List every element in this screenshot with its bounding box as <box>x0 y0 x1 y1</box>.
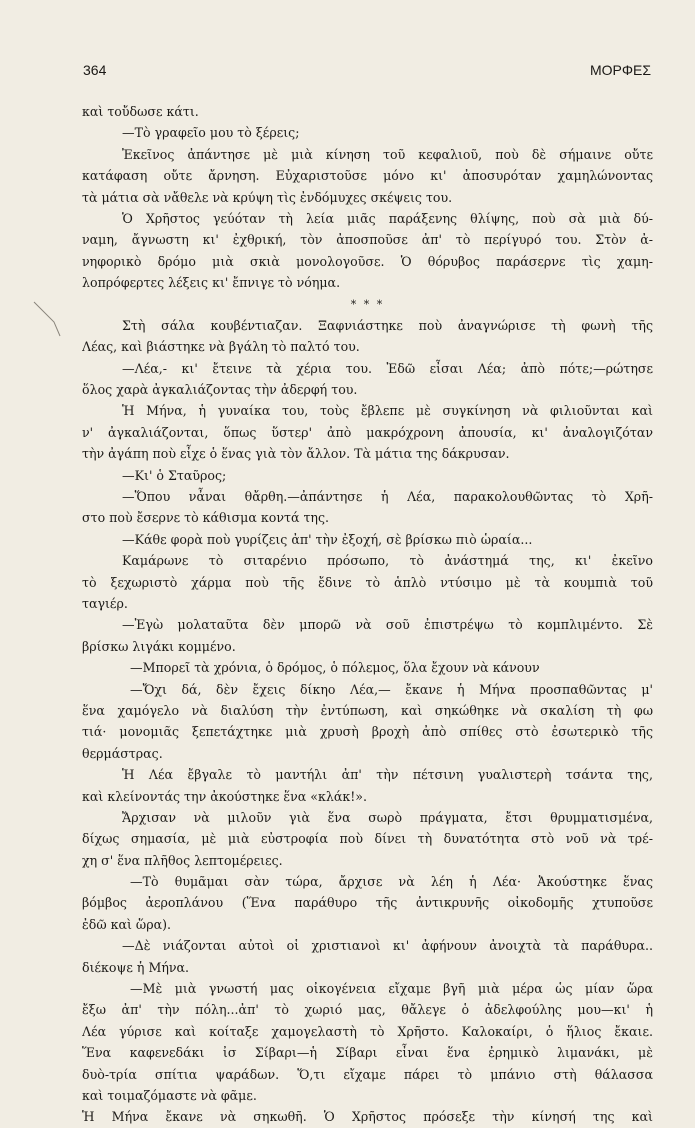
text-line: κατάφαση οὔτε ἄρνηση. Εὐχαριστοῦσε μόνο κι' ἀποσυρόταν χαμηλώνοντας <box>82 168 653 184</box>
text-line: —Ἐγὼ μολαταῦτα δὲν μπορῶ νὰ σοῦ ἐπιστρέψω τὸ κομπλιμέντο. Σὲ <box>122 617 653 633</box>
text-line: —Κάθε φορὰ ποὺ γυρίζεις ἀπ' τὴν ἐξοχή, σὲ βρίσκω πιὸ ὡραία... <box>122 531 533 547</box>
text-line: νηφορικὸ δρόμο μιὰ σκιὰ μονολογοῦσε. Ὁ θόρυβος παράσερνε τὶς χαμη- <box>82 253 653 269</box>
body-text <box>82 101 653 1128</box>
margin-pencil-mark <box>32 300 62 340</box>
text-line: ταγιέρ. <box>82 595 128 611</box>
text-line: —Ὄχι δά, δὲν ἔχεις δίκηο Λέα,— ἔκανε ἡ Μήνα προσπαθῶντας μ' <box>130 681 653 697</box>
text-line: χη σ' ἕνα πλῆθος λεπτομέρειες. <box>82 852 283 868</box>
running-title: ΜΟΡΦΕΣ <box>589 62 651 78</box>
text-line: —Λέα,- κι' ἔτεινε τὰ χέρια του. Ἐδῶ εἶσαι Λέα; ἀπὸ πότε;—ρώτησε <box>122 360 653 376</box>
text-line: ἐδῶ καὶ ὥρα). <box>82 916 172 932</box>
text-line: τὸ ξεχωριστὸ χάρμα ποὺ τῆς ἔδινε τὸ ἁπλὸ ντύσιμο μὲ τὰ κουμπιὰ τοῦ <box>82 574 653 590</box>
text-line: Λέας, καὶ βιάστηκε νὰ βγάλη τὸ παλτό του. <box>82 339 360 355</box>
text-line: Ἕνα καφενεδάκι ἰσ Σίβαρι—ἡ Σίβαρι εἶναι ἕνα ἐρημικὸ λιμανάκι, μὲ <box>82 1045 653 1061</box>
text-line: δυὸ-τρία σπίτια ψαράδων. Ὅ,τι εἴχαμε πάρει τὸ μπάνιο στὴ θάλασσα <box>82 1066 653 1082</box>
text-line: λοπρόφερτες λέξεις κι' ἔπνιγε τὸ νόημα. <box>82 275 341 291</box>
text-line: τὰ μάτια σὰ νἄθελε νὰ κρύψη τὶς ἐνδόμυχες σκέψεις του. <box>82 189 453 205</box>
text-line: —Ὅπου νἆναι θἄρθη.—ἀπάντησε ἡ Λέα, παρακολουθῶντας τὸ Χρῆ- <box>122 489 653 505</box>
text-line: —Τὸ θυμᾶμαι σὰν τώρα, ἄρχισε νὰ λέη ἡ Λέα· Ἀκούστηκε ἕνας <box>130 874 653 890</box>
text-line: —Μὲ μιὰ γνωστή μας οἰκογένεια εἴχαμε βγῆ μιὰ μέρα ὡς μίαν ὥρα <box>130 981 653 997</box>
text-line: βόμβος ἀεροπλάνου (Ἕνα παράθυρο τῆς ἀντικρυνῆς οἰκοδομῆς χτυποῦσε <box>82 895 653 911</box>
text-line: στο ποὺ ἔσερνε τὸ κάθισμα κοντά της. <box>82 510 330 526</box>
text-line: ὅλος χαρὰ ἀγκαλιάζοντας τὴν ἀδερφή του. <box>82 382 358 398</box>
text-line: —Τὸ γραφεῖο μου τὸ ξέρεις; <box>122 125 300 141</box>
text-line: —Δὲ νιάζονται αὐτοὶ οἱ χριστιανοὶ κι' ἀφήνουν ἀνοιχτὰ τὰ παράθυρα.. <box>122 938 653 954</box>
text-line: καὶ κλείνοντάς την ἀκούστηκε ἕνα «κλάκ!». <box>82 788 367 804</box>
text-line: Ἄρχισαν νὰ μιλοῦν γιὰ ἕνα σωρὸ πράγματα, ἔτσι θρυμματισμένα, <box>122 809 653 825</box>
text-line: καὶ τοὔδωσε κάτι. <box>82 104 199 119</box>
text-line: Λέα γύρισε καὶ κοίταξε χαμογελαστὴ τὸ Χρῆστο. Καλοκαίρι, ὁ ἥλιος ἔκαιε. <box>82 1023 653 1039</box>
text-line: —Κι' ὁ Σταῦρος; <box>122 467 227 483</box>
text-line: Ἐκεῖνος ἀπάντησε μὲ μιὰ κίνηση τοῦ κεφαλιοῦ, ποὺ δὲ σήμαινε οὔτε <box>122 146 653 162</box>
text-line: ν' ἀγκαλιάζονται, ὅπως ὕστερ' ἀπὸ μακρόχρονη ἀπουσία, κι' ἀναλογιζόταν <box>82 424 653 440</box>
section-separator: * * * <box>350 297 385 311</box>
text-line: Ἡ Μήνα ἔκανε νὰ σηκωθῆ. Ὁ Χρῆστος πρόσεξε τὴν κίνησή της καὶ <box>82 1109 653 1125</box>
text-line: Στὴ σάλα κουβέντιαζαν. Ξαφνιάστηκε ποὺ ἀναγνώρισε τὴ φωνὴ τῆς <box>122 317 653 333</box>
text-line: θερμάστρας. <box>82 745 163 761</box>
page-number: 364 <box>83 62 107 78</box>
text-line: ἕνα χαμόγελο νὰ διαλύση τὴν ἐντύπωση, καὶ σηκώθηκε νὰ σκαλίση τὴ φω <box>82 702 653 718</box>
text-line: ναμη, ἄγνωστη κι' ἐχθρική, τὸν ἀποσποῦσε ἀπ' τὸ περίγυρό του. Στὸν ἀ- <box>82 232 653 248</box>
text-line: Ἡ Λέα ἔβγαλε τὸ μαντήλι ἀπ' τὴν πέτσινη γυαλιστερὴ τσάντα της, <box>122 767 653 783</box>
text-line: καὶ τοιμαζόμαστε νὰ φᾶμε. <box>82 1087 257 1103</box>
text-line: τὴν ἀγάπη ποὺ εἶχε ὁ ἕνας γιὰ τὸν ἄλλον. Τὰ μάτια της δάκρυσαν. <box>82 446 510 462</box>
text-line: δίχως σημασία, μὲ μιὰ εὐστροφία ποὺ δίνει τὴ δυνατότητα στὸ νοῦ νὰ τρέ- <box>82 831 653 847</box>
text-line: ἔξω ἀπ' τὴν πόλη...ἀπ' τὸ χωριό μας, θἄλεγε ὁ ἀδελφούλης μου—κι' ἡ <box>82 1002 653 1018</box>
text-line: Ὁ Χρῆστος γεύόταν τὴ λεία μιᾶς παράξενης θλίψης, ποὺ σὰ μιὰ δύ- <box>122 210 653 226</box>
text-line: Ἡ Μήνα, ἡ γυναίκα του, τοὺς ἔβλεπε μὲ συγκίνηση νὰ φιλιοῦνται καὶ <box>122 403 653 419</box>
text-line: βρίσκω λιγάκι κομμένο. <box>82 638 236 654</box>
text-line: Καμάρωνε τὸ σιταρένιο πρόσωπο, τὸ ἀνάστημά της, κι' ἐκεῖνο <box>122 553 653 569</box>
page-header <box>83 62 651 86</box>
text-line: διέκοψε ἡ Μήνα. <box>82 959 190 975</box>
text-line: τιά· μονομιᾶς ξεπετάχτηκε μιὰ χρυσὴ βροχὴ ἀπὸ σπίθες στὸ ἐσωτερικὸ τῆς <box>82 724 653 740</box>
text-line: —Μπορεῖ τὰ χρόνια, ὁ δρόμος, ὁ πόλεμος, ὅλα ἔχουν νὰ κάνουν <box>130 660 540 676</box>
